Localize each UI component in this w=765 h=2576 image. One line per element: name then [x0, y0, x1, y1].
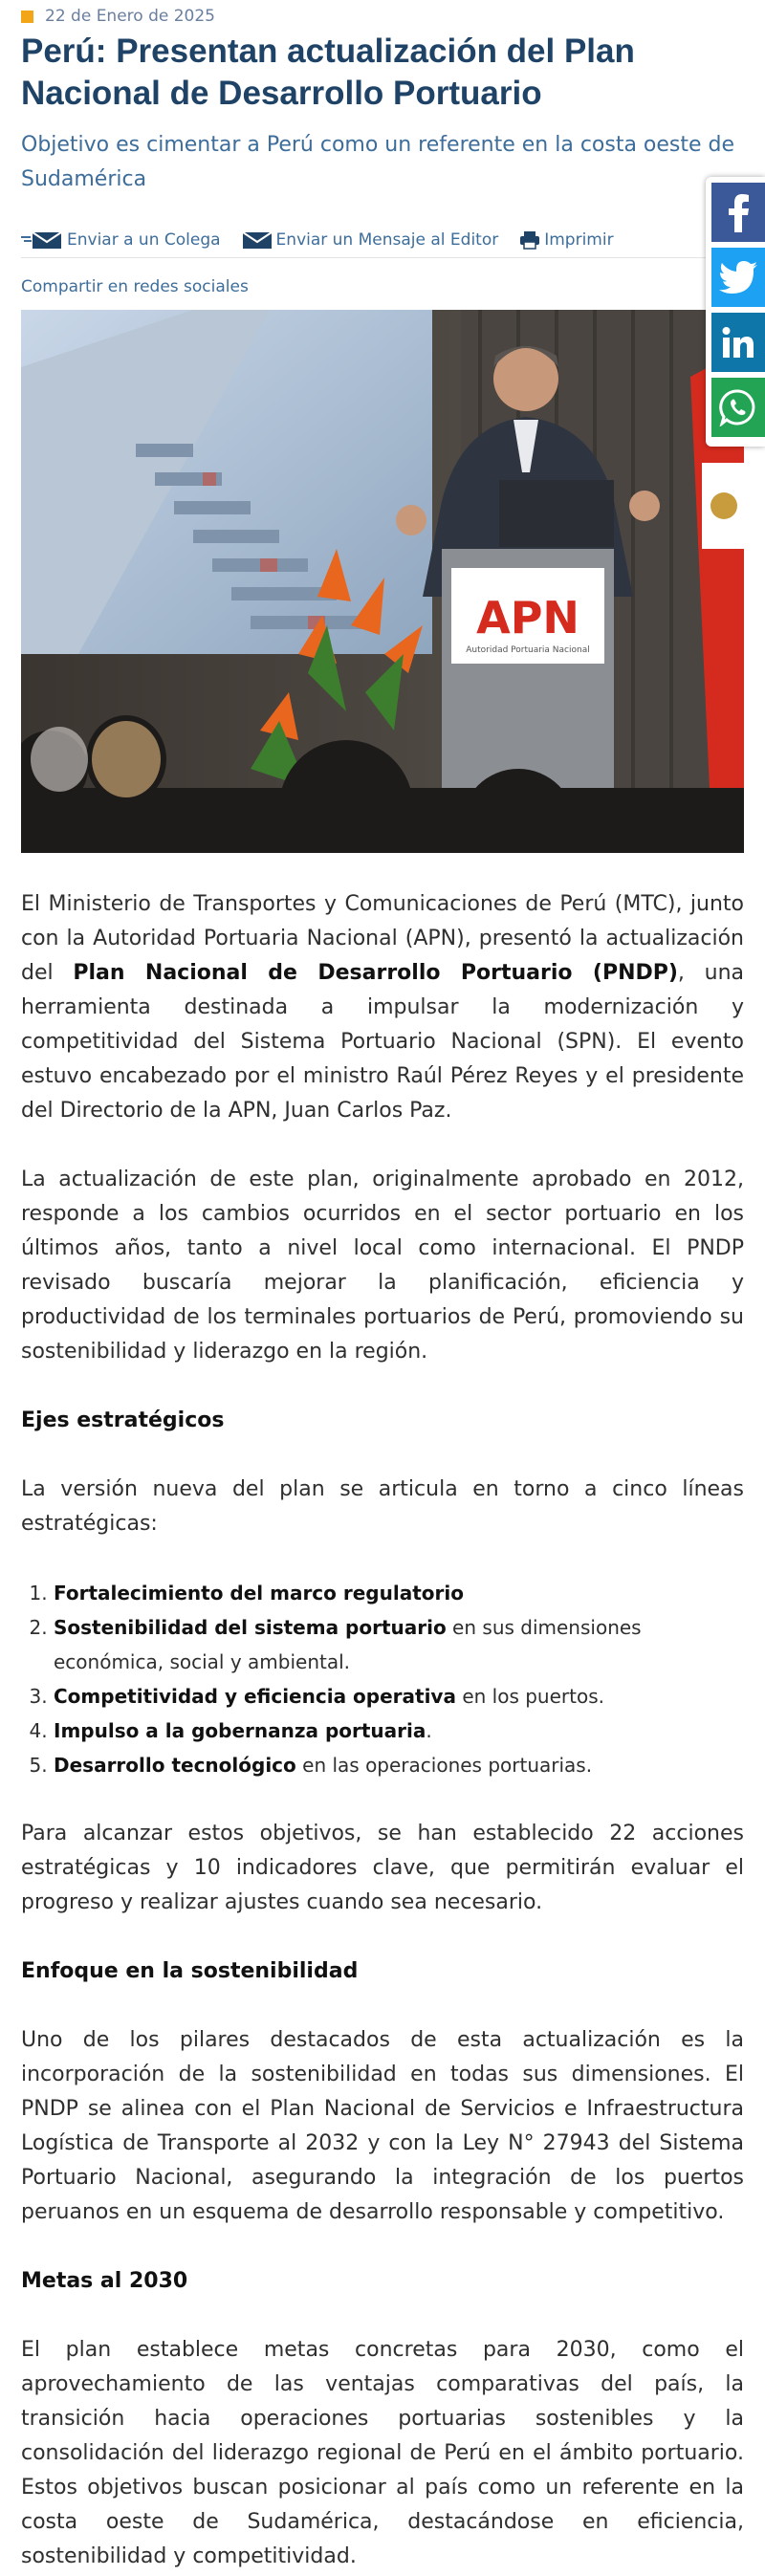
- facebook-icon: [724, 192, 753, 232]
- facebook-share-button[interactable]: [711, 183, 765, 242]
- paragraph-1: [21, 887, 744, 1128]
- list-item-rest: en las operaciones portuarias.: [295, 1754, 593, 1777]
- paragraph-5: Uno de los pilares destacados de esta actualización es la incorporación de la sostenibilidad en todas sus dimensiones. El PNDP se alinea con el Plan Nacional de Servicios e Infraestructura Logística de Transporte al 2032 y con la Ley N° 27943 del Sistema Portuario Nacional, asegurando la integración de los puertos peruanos en un esquema de desarrollo responsable y competitivo.: [21, 2028, 744, 2224]
- print-label: Imprimir: [544, 229, 614, 250]
- list-item-rest: en los puertos.: [455, 1685, 604, 1708]
- whatsapp-share-button[interactable]: [711, 378, 765, 437]
- heading-enfoque: Enfoque en la sostenibilidad: [21, 1959, 359, 1983]
- send-colleague-icon: [21, 230, 63, 250]
- mail-icon: [242, 230, 273, 250]
- printer-icon: [519, 230, 540, 250]
- list-item: [54, 1576, 744, 1610]
- podium-subsign: Autoridad Portuaria Nacional: [466, 645, 590, 655]
- list-item-bold: Competitividad y eficiencia operativa: [54, 1685, 456, 1708]
- send-editor-label: Enviar un Mensaje al Editor: [275, 229, 499, 250]
- list-item-bold: Impulso a la gobernanza portuaria: [54, 1719, 426, 1742]
- photo-illustration: [21, 310, 744, 853]
- list-item: [54, 1610, 744, 1679]
- article-photo: [21, 310, 744, 853]
- date-marker-icon: [21, 11, 33, 23]
- linkedin-share-button[interactable]: [711, 313, 765, 372]
- send-editor-link[interactable]: [242, 230, 499, 250]
- paragraph-6: El plan establece metas concretas para 2030, como el aprovechamiento de las ventajas comparativas del país, la transición hacia operaciones portuarias sostenibles y la consolidación del liderazgo regional de Perú en el ámbito portuario. Estos objetivos buscan posicionar al país como un referente en la costa oeste de Sudamérica, destacándose en eficiencia, sostenibilidad y competitividad.: [21, 2338, 744, 2568]
- social-share-bar: [706, 177, 765, 447]
- article-title: Perú: Presentan actualización del Plan Nacional de Desarrollo Portuario: [21, 33, 635, 112]
- heading-metas: Metas al 2030: [21, 2269, 188, 2293]
- strategic-lines-list: [54, 1576, 744, 1782]
- podium-sign: APN: [476, 592, 579, 644]
- paragraph-3: La versión nueva del plan se articula en torno a cinco líneas estratégicas:: [21, 1477, 744, 1536]
- list-item-bold: Desarrollo tecnológico: [54, 1754, 296, 1777]
- twitter-icon: [719, 261, 757, 294]
- whatsapp-icon: [719, 388, 757, 426]
- send-colleague-link[interactable]: [21, 230, 221, 250]
- list-item-bold: Sostenibilidad del sistema portuario: [54, 1616, 447, 1639]
- print-link[interactable]: [519, 230, 613, 250]
- list-item: [54, 1748, 744, 1782]
- article-date: [21, 0, 744, 29]
- article-subtitle: Objetivo es cimentar a Perú como un referente en la costa oeste de Sudamérica: [21, 133, 735, 191]
- send-colleague-label: Enviar a un Colega: [67, 229, 221, 250]
- date-text: 22 de Enero de 2025: [45, 7, 216, 26]
- paragraph-4: Para alcanzar estos objetivos, se han establecido 22 acciones estratégicas y 10 indicadores clave, que permitirán evaluar el progreso y realizar ajustes cuando sea necesario.: [21, 1822, 744, 1914]
- list-item: [54, 1679, 744, 1714]
- paragraph-1-text-a: El Ministerio de Transportes y Comunicaciones de Perú (MTC), junto con la Autoridad Portuaria Nacional (APN), presentó la actualización del: [21, 892, 744, 985]
- list-item-bold: Fortalecimiento del marco regulatorio: [54, 1582, 464, 1605]
- article-actions: [21, 226, 744, 258]
- plan-name-bold: Plan Nacional de Desarrollo Portuario (PNDP): [73, 961, 678, 985]
- list-item-rest: en sus dimensiones económica, social y ambiental.: [54, 1616, 642, 1673]
- paragraph-1-text-b: , una herramienta destinada a impulsar la modernización y competitividad del Sistema Portuario Nacional (SPN). El evento estuvo encabezado por el ministro Raúl Pérez Reyes y el presidente del Directorio de la APN, Juan Carlos Paz.: [21, 961, 745, 1123]
- share-label: Compartir en redes sociales: [21, 277, 249, 296]
- list-item: [54, 1714, 744, 1748]
- twitter-share-button[interactable]: [711, 248, 765, 307]
- paragraph-2: La actualización de este plan, originalmente aprobado en 2012, responde a los cambios ocurridos en el sector portuario en los últimos años, tanto a nivel local como internacional. El PNDP revisado buscaría mejorar la planificación, eficiencia y productividad de los terminales portuarios de Perú, promoviendo su sostenibilidad y liderazgo en la región.: [21, 1168, 744, 1364]
- heading-ejes: Ejes estratégicos: [21, 1408, 225, 1432]
- list-item-rest: .: [426, 1719, 432, 1742]
- linkedin-icon: [722, 326, 754, 359]
- article-body: [21, 887, 744, 2574]
